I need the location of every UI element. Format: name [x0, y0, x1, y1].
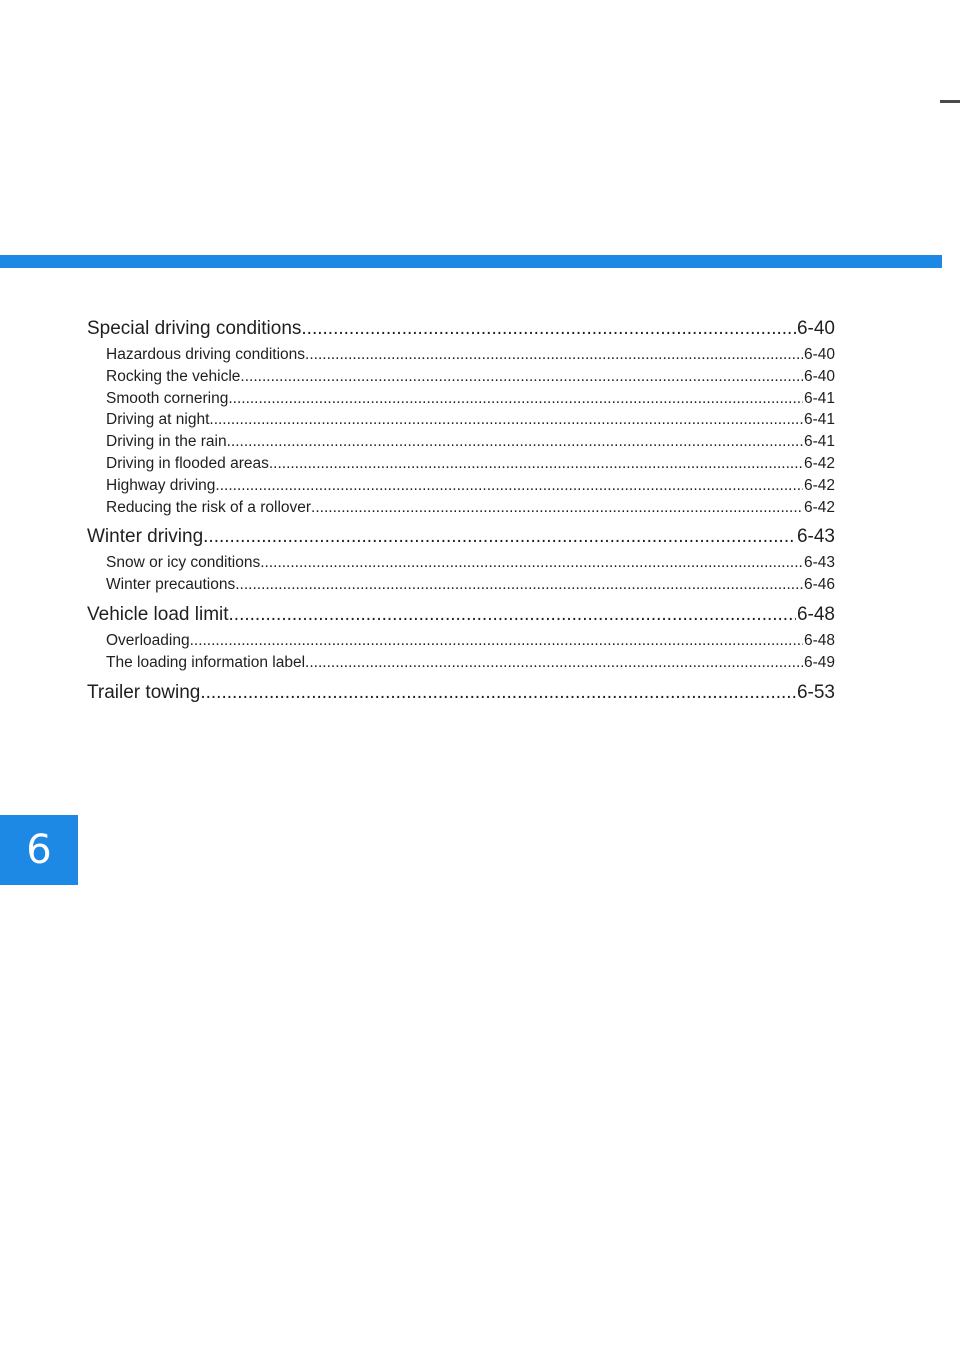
- toc-subentry-loading-information-label[interactable]: [87, 652, 835, 674]
- dot-leader: [305, 344, 803, 366]
- toc-entry-title: Vehicle load limit: [87, 603, 229, 625]
- toc-subentry-title: Highway driving: [106, 476, 216, 494]
- dot-leader: [240, 366, 803, 388]
- toc-entry-title: Special driving conditions: [87, 318, 302, 339]
- toc-subentry-reducing-rollover-risk[interactable]: [87, 497, 835, 519]
- toc-subentry-snow-or-icy-conditions[interactable]: [87, 552, 835, 574]
- dot-leader: [301, 314, 796, 344]
- toc-subentry-page: 6-41: [803, 411, 835, 429]
- toc-subentry-title: Driving in the rain: [106, 433, 227, 451]
- toc-section: [87, 600, 835, 674]
- toc-subentry-rocking-the-vehicle[interactable]: [87, 366, 835, 388]
- dot-leader: [229, 600, 796, 630]
- chapter-tab: [0, 815, 78, 885]
- toc-subentry-page: 6-42: [803, 454, 835, 472]
- toc-subentry-page: 6-49: [803, 653, 835, 671]
- top-edge-marker: [940, 100, 960, 103]
- toc-subentry-hazardous-driving-conditions[interactable]: [87, 344, 835, 366]
- toc-entry-page: 6-40: [796, 318, 835, 339]
- toc-subentry-overloading[interactable]: [87, 630, 835, 652]
- toc-entry-page: 6-53: [796, 681, 835, 703]
- toc-entry-trailer-towing[interactable]: [87, 678, 835, 708]
- toc-subentry-title: Hazardous driving conditions: [106, 346, 306, 363]
- dot-leader: [203, 522, 796, 552]
- toc-subentry-title: Rocking the vehicle: [106, 367, 241, 385]
- dot-leader: [227, 431, 803, 453]
- toc-subentry-title: Reducing the risk of a rollover: [106, 498, 312, 516]
- toc-subentry-title: The loading information label: [106, 653, 306, 671]
- toc-subentry-driving-at-night[interactable]: [87, 409, 835, 431]
- toc-entry-special-driving-conditions[interactable]: [87, 314, 835, 344]
- toc-entry-winter-driving[interactable]: [87, 522, 835, 552]
- toc-subentry-page: 6-40: [803, 346, 835, 363]
- dot-leader: [200, 678, 796, 708]
- table-of-contents: [87, 314, 835, 712]
- dot-leader: [260, 552, 803, 574]
- toc-subentry-page: 6-48: [803, 631, 835, 649]
- toc-entry-title: Winter driving: [87, 526, 204, 548]
- toc-subentry-title: Smooth cornering: [106, 389, 229, 407]
- toc-section: [87, 314, 835, 518]
- dot-leader: [269, 453, 803, 475]
- toc-subentry-title: Driving at night: [106, 411, 210, 429]
- dot-leader: [235, 574, 803, 596]
- toc-subentry-smooth-cornering[interactable]: [87, 388, 835, 410]
- toc-subentry-title: Overloading: [106, 631, 190, 649]
- toc-subentry-page: 6-46: [803, 576, 835, 594]
- chapter-number: 6: [26, 827, 52, 873]
- toc-subentry-page: 6-42: [803, 498, 835, 516]
- toc-subentry-page: 6-42: [803, 476, 835, 494]
- toc-subentry-winter-precautions[interactable]: [87, 574, 835, 596]
- dot-leader: [305, 652, 803, 674]
- toc-subentry-title: Driving in flooded areas: [106, 454, 269, 472]
- toc-entry-vehicle-load-limit[interactable]: [87, 600, 835, 630]
- toc-subentry-title: Winter precautions: [106, 576, 236, 594]
- toc-entry-page: 6-43: [796, 526, 835, 548]
- dot-leader: [215, 475, 803, 497]
- toc-section: [87, 522, 835, 596]
- toc-entry-page: 6-48: [796, 603, 835, 625]
- toc-subentry-page: 6-40: [803, 367, 835, 385]
- dot-leader: [228, 388, 803, 410]
- toc-subentry-driving-in-flooded-areas[interactable]: [87, 453, 835, 475]
- toc-subentry-page: 6-41: [803, 433, 835, 451]
- dot-leader: [209, 409, 803, 431]
- toc-entry-title: Trailer towing: [87, 681, 201, 703]
- toc-section: [87, 678, 835, 708]
- dot-leader: [311, 497, 803, 519]
- toc-subentry-page: 6-43: [803, 554, 835, 572]
- toc-subentry-title: Snow or icy conditions: [106, 554, 261, 572]
- toc-subentry-driving-in-the-rain[interactable]: [87, 431, 835, 453]
- chapter-header-band: [0, 255, 942, 268]
- toc-subentry-highway-driving[interactable]: [87, 475, 835, 497]
- toc-subentry-page: 6-41: [803, 389, 835, 407]
- dot-leader: [190, 630, 803, 652]
